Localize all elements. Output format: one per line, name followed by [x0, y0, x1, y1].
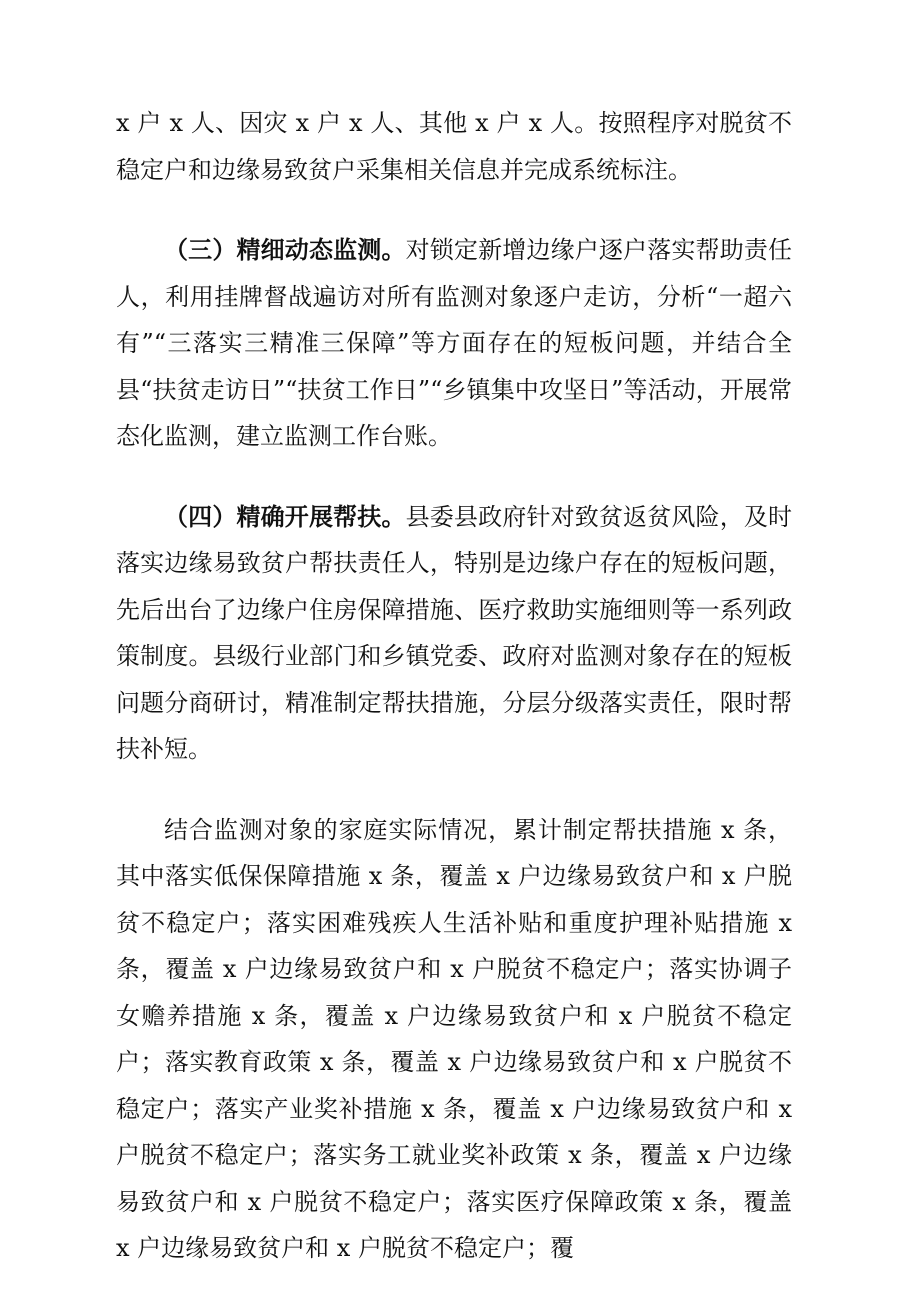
paragraph-measures — [116, 807, 792, 1272]
paragraph-text: 结合监测对象的家庭实际情况，累计制定帮扶措施 x 条，其中落实低保保障措施 x 条，覆盖 x 户边缘易致贫户和 x 户脱贫不稳定户；落实困难残疾人生活补贴和重度护理补贴措施 x 条，覆盖 x 户边缘易致贫户和 x 户脱贫不稳定户；落实协调子女赡养措施 x 条，覆盖 x 户边缘易致贫户和 x 户脱贫不稳定户；落实教育政策 x 条，覆盖 x 户边缘易致贫户和 x 户脱贫不稳定户；落实产业奖补措施 x 条，覆盖 x 户边缘易致贫户和 x 户脱贫不稳定户；落实务工就业奖补政策 x 条，覆盖 x 户边缘易致贫户和 x 户脱贫不稳定户；落实医疗保障政策 x 条，覆盖 x 户边缘易致贫户和 x 户脱贫不稳定户；覆 — [116, 815, 792, 1262]
paragraph-text: 县委县政府针对致贫返贫风险，及时落实边缘易致贫户帮扶责任人，特别是边缘户存在的短板问题，先后出台了边缘户住房保障措施、医疗救助实施细则等一系列政策制度。县级行业部门和乡镇党委、政府对监测对象存在的短板问题分商研讨，精准制定帮扶措施，分层分级落实责任，限时帮扶补短。 — [116, 502, 793, 763]
section-heading: （三）精细动态监测。 — [164, 235, 406, 264]
document-body — [116, 100, 792, 1272]
section-heading: （四）精确开展帮扶。 — [164, 501, 406, 531]
paragraph-text: 对锁定新增边缘户逐户落实帮助责任人，利用挂牌督战遍访对所有监测对象逐户走访，分析“一超六有”“三落实三精准三保障”等方面存在的短板问题，并结合全县“扶贫走访日”“扶贫工作日”“乡镇集中攻坚日”等活动，开展常态化监测，建立监测工作台账。 — [116, 236, 793, 450]
paragraph-continuation — [116, 100, 792, 193]
paragraph-section-3 — [116, 227, 792, 460]
paragraph-section-4 — [116, 494, 792, 773]
paragraph-text: x 户 x 人、因灾 x 户 x 人、其他 x 户 x 人。按照程序对脱贫不稳定户和边缘易致贫户采集相关信息并完成系统标注。 — [116, 109, 792, 184]
